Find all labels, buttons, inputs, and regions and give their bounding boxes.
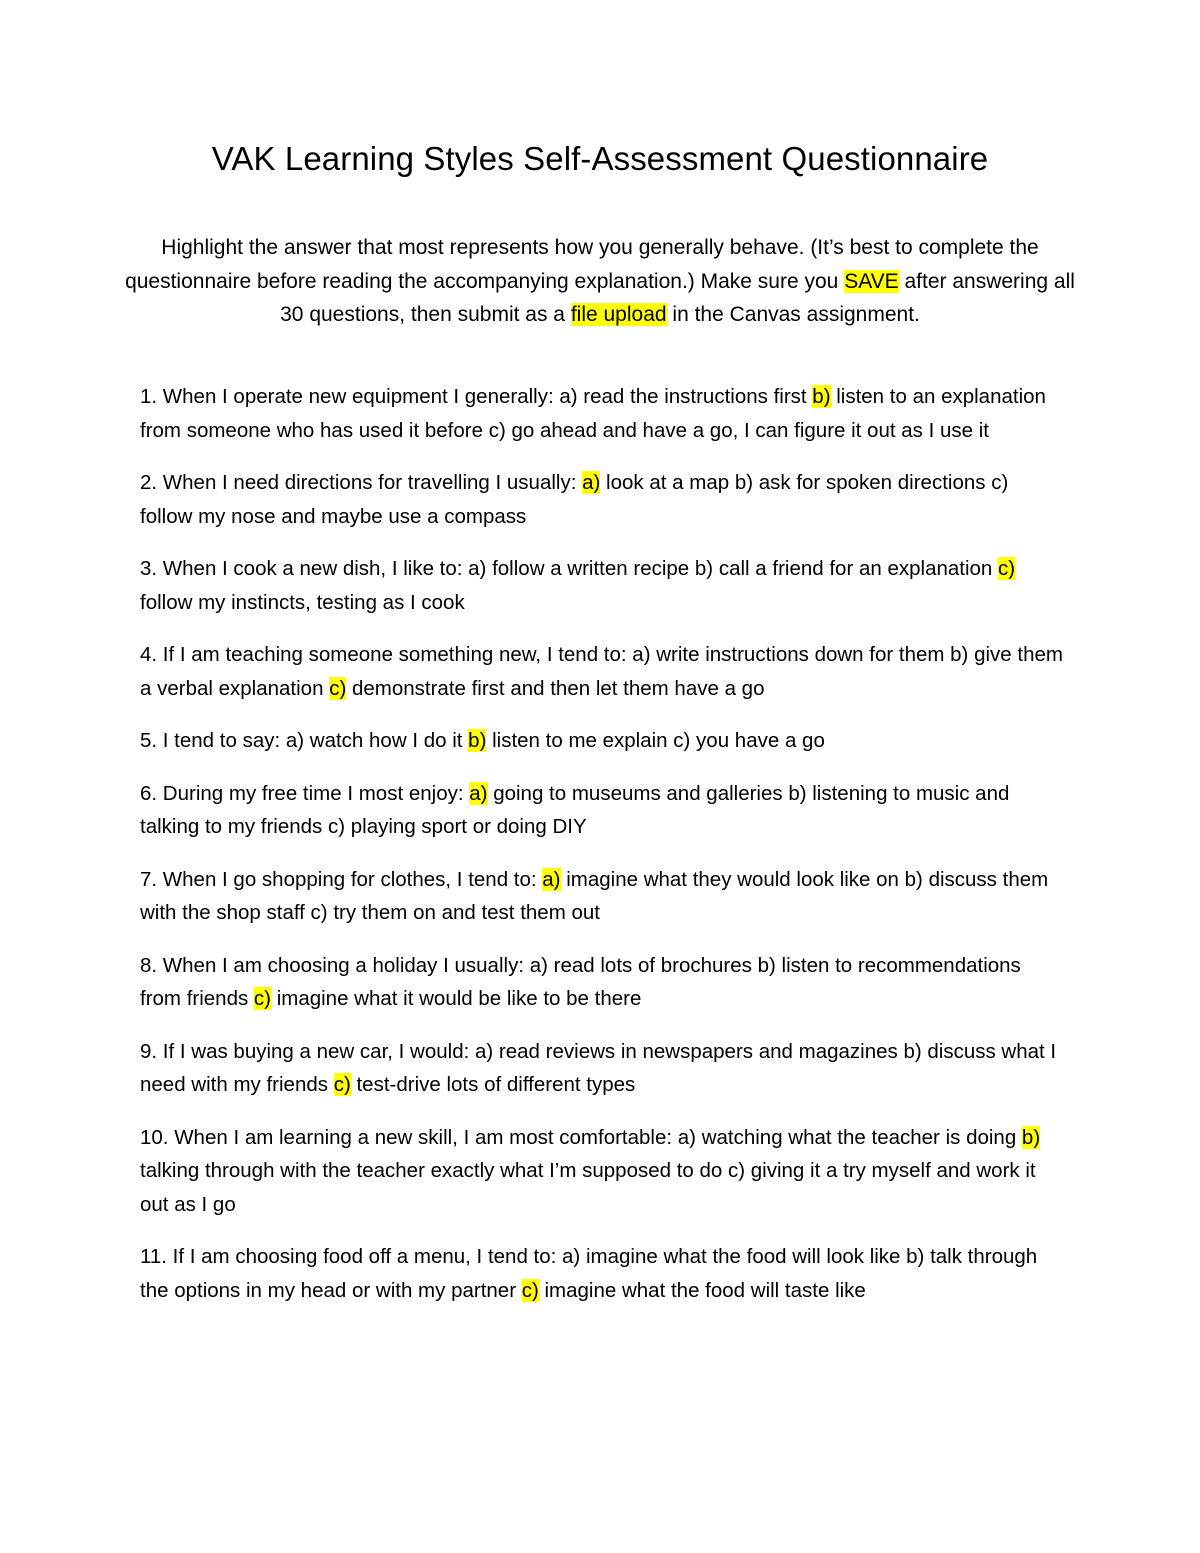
highlighted-answer: c): [333, 1073, 351, 1096]
question-text: listen to an explanation from someone who has used it before c) go ahead and have a go, I can figure it out as I use it: [140, 385, 1046, 442]
question-text: look at a map b) ask for spoken directions c) follow my nose and maybe use a compass: [140, 471, 1009, 528]
intro-paragraph: [120, 231, 1080, 332]
question-item: [140, 380, 1065, 447]
question-text: 6. During my free time I most enjoy:: [140, 781, 470, 805]
question-text: 2. When I need directions for travelling I usually:: [140, 471, 583, 494]
highlighted-answer: a): [582, 471, 601, 494]
question-text: 11. If I am choosing food off a menu, I tend to: a) imagine what the food will look like b) talk through the options in my head or with my partner: [140, 1245, 1038, 1302]
question-text: imagine what it would be like to be there: [271, 987, 642, 1010]
question-text: talking through with the teacher exactly what I’m supposed to do c) giving it a try myself and work it out as I go: [140, 1159, 1036, 1216]
question-item: [140, 1035, 1065, 1102]
highlighted-answer: a): [469, 781, 488, 805]
highlighted-answer: a): [542, 867, 561, 891]
save-highlight: SAVE: [844, 269, 899, 293]
question-item: [140, 638, 1065, 705]
question-text: 9. If I was buying a new car, I would: a) read reviews in newspapers and magazines b) discuss what I need with my friends: [140, 1039, 1057, 1096]
page-title: VAK Learning Styles Self-Assessment Questionnaire: [211, 140, 989, 177]
question-text: 1. When I operate new equipment I generally: a) read the instructions first: [140, 385, 813, 408]
question-text: follow my instincts, testing as I cook: [140, 590, 465, 614]
question-text: listen to me explain c) you have a go: [486, 729, 825, 752]
highlighted-answer: b): [812, 385, 831, 408]
question-item: [140, 949, 1065, 1016]
question-item: [140, 863, 1065, 930]
question-item: [140, 1240, 1065, 1307]
highlighted-answer: c): [998, 557, 1016, 580]
question-text: imagine what they would look like on b) discuss them with the shop staff c) try them on and test them out: [140, 867, 1049, 924]
question-item: [140, 1121, 1065, 1222]
intro-text-1: Highlight the answer that most represents how you generally behave. (It’s best to complete the questionnaire before reading the accompanying explanation.) Make sure you: [125, 236, 1039, 293]
question-text: 10. When I am learning a new skill, I am most comfortable: a) watching what the teacher is doing: [140, 1125, 1022, 1149]
highlighted-answer: c): [521, 1278, 539, 1302]
question-text: 5. I tend to say: a) watch how I do it: [140, 729, 469, 752]
intro-text-3: in the Canvas assignment.: [666, 303, 920, 326]
question-item: [140, 777, 1065, 844]
file-upload-highlight: file upload: [570, 303, 667, 326]
question-text: 3. When I cook a new dish, I like to: a) follow a written recipe b) call a friend for an explanation: [140, 557, 999, 580]
question-text: imagine what the food will taste like: [538, 1278, 866, 1302]
highlighted-answer: b): [468, 729, 487, 752]
question-item: [140, 552, 1065, 619]
question-text: 4. If I am teaching someone something new, I tend to: a) write instructions down for them b) give them a verbal explanation: [140, 643, 1063, 700]
question-text: going to museums and galleries b) listening to music and talking to my friends c) playing sport or doing DIY: [140, 781, 1010, 838]
highlighted-answer: c): [329, 676, 347, 700]
question-item: [140, 466, 1065, 533]
intro-text-2: after answering all 30 questions, then submit as a: [280, 269, 1075, 326]
question-text: 8. When I am choosing a holiday I usually: a) read lots of brochures b) listen to recommendations from friends: [140, 953, 1021, 1010]
highlighted-answer: b): [1021, 1125, 1041, 1149]
question-list: [140, 380, 1065, 1326]
question-text: test-drive lots of different types: [350, 1073, 636, 1096]
highlighted-answer: c): [253, 987, 271, 1010]
question-text: demonstrate first and then let them have a go: [346, 676, 765, 700]
question-item: [140, 724, 1065, 758]
question-text: 7. When I go shopping for clothes, I tend to:: [140, 867, 543, 891]
